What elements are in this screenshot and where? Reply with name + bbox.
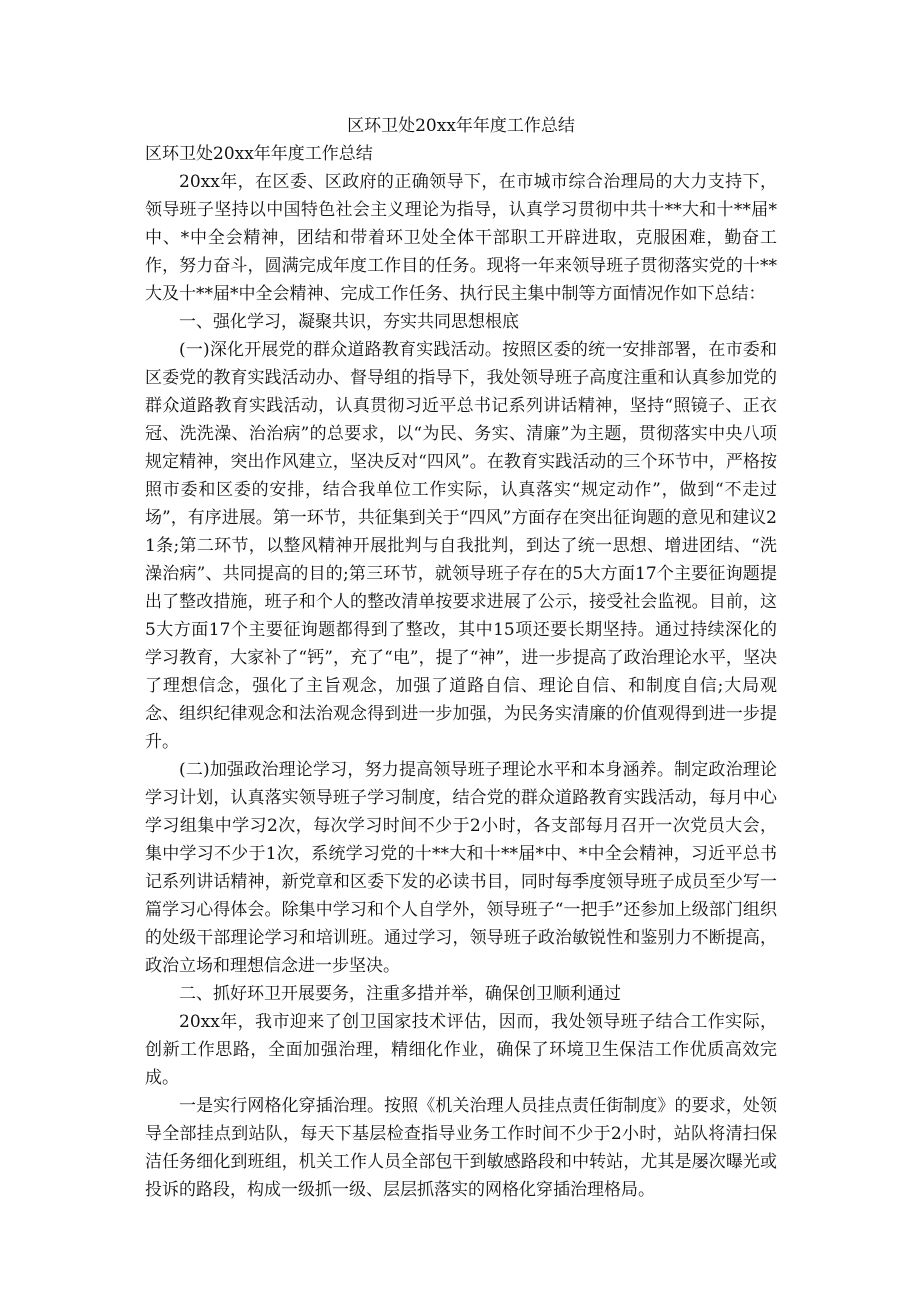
section-2-paragraph-2: 一是实行网格化穿插治理。按照《机关治理人员挂点责任街制度》的要求，处领导全部挂点到站队，每天下基层检查指导业务工作时间不少于2小时，站队将清扫保洁任务细化到班组，机关工作人员全部包干到敏感路段和中转站，尤其是屡次曝光或投诉的路段，构成一级抓一级、层层抓落实的网格化穿插治理格局。 (145, 1096, 777, 1200)
section-2-paragraph-1: 20xx年，我市迎来了创卫国家技术评估，因而，我处领导班子结合工作实际，创新工作思路，全面加强治理，精细化作业，确保了环境卫生保洁工作优质高效完成。 (145, 1012, 777, 1088)
section-1-paragraph-2: (二)加强政治理论学习，努力提高领导班子理论水平和本身涵养。制定政治理论学习计划，认真落实领导班子学习制度，结合党的群众道路教育实践活动，每月中心学习组集中学习2次，每次学习时间不少于2小时，各支部每月召开一次党员大会，集中学习不少于1次，系统学习党的十**大和十**届*中、*中全会精神，习近平总书记系列讲话精神，新党章和区委下发的必读书目，同时每季度领导班子成员至少写一篇学习心得体会。除集中学习和个人自学外，领导班子“一把手”还参加上级部门组织的处级干部理论学习和培训班。通过学习，领导班子政治敏锐性和鉴别力不断提高，政治立场和理想信念进一步坚决。 (145, 760, 777, 976)
document-page (145, 112, 777, 1204)
section-2-heading: 二、抓好环卫开展要务，注重多措并举，确保创卫顺利通过 (179, 984, 621, 1004)
document-subtitle: 区环卫处20xx年年度工作总结 (145, 144, 373, 164)
document-title: 区环卫处20xx年年度工作总结 (347, 116, 575, 136)
section-1-paragraph-1: (一)深化开展党的群众道路教育实践活动。按照区委的统一安排部署，在市委和区委党的教育实践活动办、督导组的指导下，我处领导班子高度注重和认真参加党的群众道路教育实践活动，认真贯彻习近平总书记系列讲话精神，坚持“照镜子、正衣冠、洗洗澡、治治病”的总要求，以“为民、务实、清廉”为主题，贯彻落实中央八项规定精神，突出作风建立，坚决反对“四风”。在教育实践活动的三个环节中，严格按照市委和区委的安排，结合我单位工作实际，认真落实“规定动作”，做到“不走过场”，有序进展。第一环节，共征集到关于“四风”方面存在突出征询题的意见和建议21条;第二环节，以整风精神开展批判与自我批判，到达了统一思想、增进团结、“洗澡治病”、共同提高的目的;第三环节，就领导班子存在的5大方面17个主要征询题提出了整改措施，班子和个人的整改清单按要求进展了公示，接受社会监视。目前，这5大方面17个主要征询题都得到了整改，其中15项还要长期坚持。通过持续深化的学习教育，大家补了“钙”，充了“电”，提了“神”，进一步提高了政治理论水平，坚决了理想信念，强化了主旨观念，加强了道路自信、理论自信、和制度自信;大局观念、组织纪律观念和法治观念得到进一步加强，为民务实清廉的价值观得到进一步提升。 (145, 340, 777, 752)
intro-paragraph: 20xx年，在区委、区政府的正确领导下，在市城市综合治理局的大力支持下，领导班子坚持以中国特色社会主义理论为指导，认真学习贯彻中共十**大和十**届*中、*中全会精神，团结和带着环卫处全体干部职工开辟进取，克服困难，勤奋工作，努力奋斗，圆满完成年度工作目的任务。现将一年来领导班子贯彻落实党的十**大及十**届*中全会精神、完成工作任务、执行民主集中制等方面情况作如下总结： (145, 172, 777, 304)
section-1-heading: 一、强化学习，凝聚共识，夯实共同思想根底 (179, 312, 519, 332)
